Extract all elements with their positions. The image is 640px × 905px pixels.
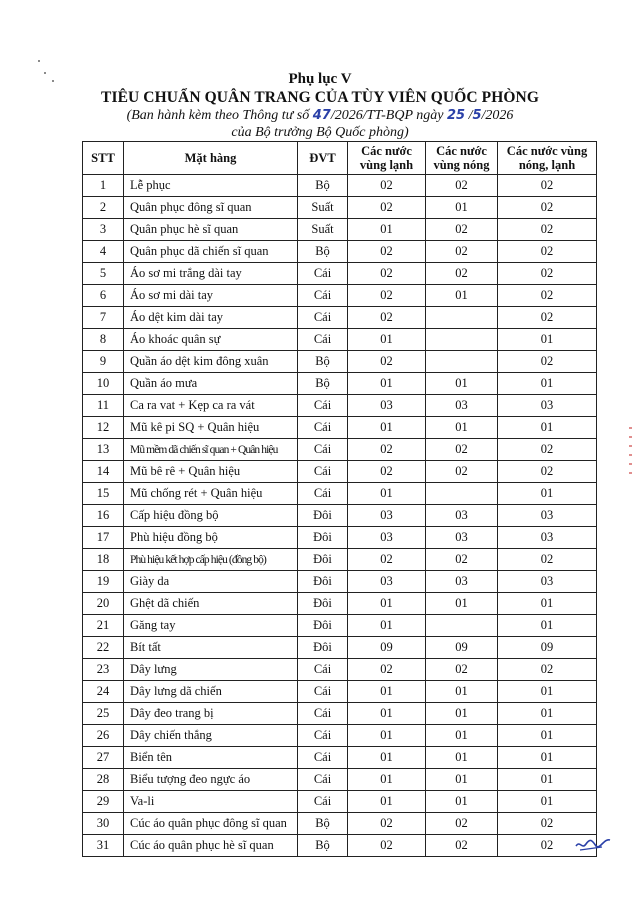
cell-item: Biểu tượng đeo ngực áo [124, 769, 298, 791]
cell-stt: 29 [83, 791, 124, 813]
cell-mixed: 02 [498, 813, 597, 835]
cell-item: Mũ chống rét + Quân hiệu [124, 483, 298, 505]
table-row [83, 351, 597, 373]
cell-cold: 03 [348, 527, 426, 549]
cell-cold: 02 [348, 285, 426, 307]
cell-item: Bít tất [124, 637, 298, 659]
cell-cold: 03 [348, 571, 426, 593]
cell-cold: 01 [348, 615, 426, 637]
cell-item: Biển tên [124, 747, 298, 769]
cell-item: Phù hiệu đồng bộ [124, 527, 298, 549]
cell-unit: Cái [298, 285, 348, 307]
table-row [83, 725, 597, 747]
cell-cold: 02 [348, 241, 426, 263]
cell-hot: 02 [426, 549, 498, 571]
cell-unit: Suất [298, 219, 348, 241]
cell-unit: Bộ [298, 813, 348, 835]
cell-unit: Cái [298, 681, 348, 703]
cell-item: Lễ phục [124, 175, 298, 197]
table-row [83, 263, 597, 285]
cell-item: Mũ bê rê + Quân hiệu [124, 461, 298, 483]
cell-item: Giày da [124, 571, 298, 593]
cell-stt: 27 [83, 747, 124, 769]
cell-cold: 02 [348, 461, 426, 483]
cell-cold: 02 [348, 439, 426, 461]
cell-mixed: 02 [498, 351, 597, 373]
cell-hot: 01 [426, 197, 498, 219]
table-header-row [83, 142, 597, 175]
cell-stt: 28 [83, 769, 124, 791]
cell-cold: 01 [348, 681, 426, 703]
cell-stt: 2 [83, 197, 124, 219]
doc-number-handwritten: 47 [312, 108, 331, 123]
cell-hot [426, 483, 498, 505]
table-row [83, 813, 597, 835]
cell-stt: 22 [83, 637, 124, 659]
cell-cold: 02 [348, 813, 426, 835]
cell-mixed: 02 [498, 307, 597, 329]
table-row [83, 549, 597, 571]
cell-stt: 12 [83, 417, 124, 439]
cell-stt: 14 [83, 461, 124, 483]
cell-hot: 02 [426, 219, 498, 241]
cell-hot: 01 [426, 593, 498, 615]
cell-mixed: 01 [498, 593, 597, 615]
cell-mixed: 01 [498, 681, 597, 703]
cell-stt: 23 [83, 659, 124, 681]
cell-unit: Cái [298, 791, 348, 813]
cell-hot: 03 [426, 571, 498, 593]
table-row [83, 329, 597, 351]
cell-cold: 01 [348, 747, 426, 769]
cell-unit: Cái [298, 769, 348, 791]
cell-unit: Cái [298, 417, 348, 439]
cell-hot [426, 351, 498, 373]
cell-mixed: 03 [498, 395, 597, 417]
cell-hot: 01 [426, 747, 498, 769]
cell-unit: Bộ [298, 373, 348, 395]
cell-mixed: 01 [498, 417, 597, 439]
cell-unit: Đôi [298, 505, 348, 527]
issuer-line: của Bộ trưởng Bộ Quốc phòng) [231, 125, 409, 140]
cell-item: Phù hiệu kết hợp cấp hiệu (đồng bộ) [124, 549, 298, 571]
cell-stt: 25 [83, 703, 124, 725]
cell-item: Dây chiến thắng [124, 725, 298, 747]
cell-item: Cúc áo quân phục đông sĩ quan [124, 813, 298, 835]
cell-cold: 01 [348, 769, 426, 791]
issuance-prefix: (Ban hành kèm theo Thông tư số [126, 108, 310, 123]
cell-cold: 01 [348, 703, 426, 725]
cell-cold: 01 [348, 483, 426, 505]
cell-stt: 3 [83, 219, 124, 241]
cell-unit: Bộ [298, 835, 348, 857]
cell-unit: Bộ [298, 175, 348, 197]
cell-unit: Cái [298, 307, 348, 329]
table-row [83, 197, 597, 219]
cell-hot: 01 [426, 791, 498, 813]
cell-cold: 01 [348, 593, 426, 615]
table-row [83, 835, 597, 857]
cell-mixed: 02 [498, 461, 597, 483]
initials-signature-mark [572, 832, 612, 854]
cell-hot: 03 [426, 395, 498, 417]
cell-mixed: 01 [498, 483, 597, 505]
cell-hot: 02 [426, 241, 498, 263]
cell-stt: 21 [83, 615, 124, 637]
cell-unit: Bộ [298, 241, 348, 263]
cell-hot: 02 [426, 175, 498, 197]
cell-hot: 01 [426, 703, 498, 725]
document-title: TIÊU CHUẨN QUÂN TRANG CỦA TÙY VIÊN QUỐC PHÒNG [101, 89, 539, 106]
cell-item: Dây lưng [124, 659, 298, 681]
cell-stt: 15 [83, 483, 124, 505]
cell-cold: 01 [348, 725, 426, 747]
cell-stt: 16 [83, 505, 124, 527]
cell-hot: 03 [426, 505, 498, 527]
cell-hot: 09 [426, 637, 498, 659]
issuance-line: (Ban hành kèm theo Thông tư số 47/2026/TT-BQP ngày 25 /5/2026 [126, 108, 514, 123]
cell-cold: 01 [348, 373, 426, 395]
table-row [83, 593, 597, 615]
cell-item: Áo sơ mi dài tay [124, 285, 298, 307]
cell-item: Quân phục đông sĩ quan [124, 197, 298, 219]
cell-unit: Cái [298, 329, 348, 351]
cell-cold: 01 [348, 791, 426, 813]
cell-item: Quần áo mưa [124, 373, 298, 395]
cell-unit: Suất [298, 197, 348, 219]
cell-item: Quần áo dệt kim đông xuân [124, 351, 298, 373]
cell-stt: 6 [83, 285, 124, 307]
cell-stt: 18 [83, 549, 124, 571]
cell-unit: Đôi [298, 615, 348, 637]
cell-hot: 02 [426, 659, 498, 681]
cell-hot: 01 [426, 769, 498, 791]
cell-item: Va-li [124, 791, 298, 813]
cell-mixed: 03 [498, 527, 597, 549]
cell-mixed: 02 [498, 197, 597, 219]
cell-stt: 9 [83, 351, 124, 373]
table-row [83, 505, 597, 527]
cell-item: Mũ mềm dã chiến sĩ quan + Quân hiệu [124, 439, 298, 461]
cell-unit: Cái [298, 483, 348, 505]
cell-mixed: 02 [498, 835, 597, 857]
header-mixed: Các nước vùng nóng, lạnh [498, 142, 597, 175]
cell-cold: 02 [348, 263, 426, 285]
cell-cold: 02 [348, 835, 426, 857]
cell-stt: 4 [83, 241, 124, 263]
cell-item: Áo sơ mi trắng dài tay [124, 263, 298, 285]
cell-mixed: 02 [498, 549, 597, 571]
cell-stt: 13 [83, 439, 124, 461]
cell-mixed: 03 [498, 505, 597, 527]
cell-stt: 31 [83, 835, 124, 857]
cell-cold: 02 [348, 307, 426, 329]
cell-stt: 11 [83, 395, 124, 417]
table-row [83, 307, 597, 329]
cell-hot: 01 [426, 681, 498, 703]
cell-hot: 02 [426, 263, 498, 285]
cell-hot [426, 307, 498, 329]
cell-cold: 01 [348, 329, 426, 351]
cell-item: Quân phục hè sĩ quan [124, 219, 298, 241]
cell-cold: 02 [348, 197, 426, 219]
table-row [83, 439, 597, 461]
cell-item: Cúc áo quân phục hè sĩ quan [124, 835, 298, 857]
table-row [83, 285, 597, 307]
cell-mixed: 02 [498, 263, 597, 285]
cell-stt: 8 [83, 329, 124, 351]
cell-mixed: 03 [498, 571, 597, 593]
cell-stt: 1 [83, 175, 124, 197]
table-row [83, 417, 597, 439]
cell-hot [426, 615, 498, 637]
table-body [83, 175, 597, 857]
table-row [83, 461, 597, 483]
scan-edge-marks [626, 420, 636, 540]
cell-hot: 01 [426, 373, 498, 395]
cell-cold: 02 [348, 549, 426, 571]
cell-mixed: 02 [498, 659, 597, 681]
cell-mixed: 02 [498, 175, 597, 197]
cell-hot: 02 [426, 835, 498, 857]
table-row [83, 637, 597, 659]
cell-unit: Đôi [298, 571, 348, 593]
cell-item: Mũ kê pi SQ + Quân hiệu [124, 417, 298, 439]
cell-cold: 09 [348, 637, 426, 659]
table-row [83, 769, 597, 791]
cell-hot: 01 [426, 725, 498, 747]
table-row [83, 373, 597, 395]
cell-item: Ghệt dã chiến [124, 593, 298, 615]
cell-item: Áo dệt kim dài tay [124, 307, 298, 329]
cell-unit: Bộ [298, 351, 348, 373]
table-row [83, 483, 597, 505]
cell-cold: 02 [348, 659, 426, 681]
cell-unit: Cái [298, 461, 348, 483]
cell-stt: 5 [83, 263, 124, 285]
cell-cold: 02 [348, 351, 426, 373]
cell-hot: 01 [426, 285, 498, 307]
cell-item: Dây đeo trang bị [124, 703, 298, 725]
cell-stt: 17 [83, 527, 124, 549]
table-row [83, 571, 597, 593]
cell-unit: Cái [298, 747, 348, 769]
cell-stt: 20 [83, 593, 124, 615]
appendix-label: Phụ lục V [288, 71, 352, 87]
cell-hot: 02 [426, 813, 498, 835]
table-row [83, 175, 597, 197]
document-header [0, 70, 640, 141]
cell-cold: 01 [348, 219, 426, 241]
cell-stt: 19 [83, 571, 124, 593]
cell-mixed: 01 [498, 703, 597, 725]
cell-unit: Cái [298, 659, 348, 681]
uniform-standards-table [82, 141, 597, 857]
cell-mixed: 01 [498, 615, 597, 637]
cell-hot: 01 [426, 417, 498, 439]
table-row [83, 659, 597, 681]
table-row [83, 747, 597, 769]
cell-item: Quân phục dã chiến sĩ quan [124, 241, 298, 263]
header-unit: ĐVT [298, 142, 348, 175]
cell-unit: Đôi [298, 593, 348, 615]
cell-mixed: 01 [498, 725, 597, 747]
cell-stt: 26 [83, 725, 124, 747]
cell-unit: Cái [298, 439, 348, 461]
cell-unit: Cái [298, 703, 348, 725]
cell-item: Găng tay [124, 615, 298, 637]
cell-stt: 30 [83, 813, 124, 835]
cell-stt: 24 [83, 681, 124, 703]
cell-mixed: 09 [498, 637, 597, 659]
cell-hot: 03 [426, 527, 498, 549]
table-row [83, 615, 597, 637]
cell-cold: 01 [348, 417, 426, 439]
cell-unit: Cái [298, 263, 348, 285]
cell-mixed: 02 [498, 285, 597, 307]
header-hot: Các nước vùng nóng [426, 142, 498, 175]
cell-item: Ca ra vat + Kẹp ca ra vát [124, 395, 298, 417]
table-row [83, 241, 597, 263]
cell-item: Dây lưng dã chiến [124, 681, 298, 703]
header-item: Mặt hàng [124, 142, 298, 175]
cell-unit: Đôi [298, 527, 348, 549]
cell-unit: Đôi [298, 637, 348, 659]
cell-item: Cấp hiệu đồng bộ [124, 505, 298, 527]
cell-cold: 03 [348, 395, 426, 417]
day-handwritten: 25 [446, 108, 466, 123]
cell-stt: 7 [83, 307, 124, 329]
table-row [83, 703, 597, 725]
table-row [83, 791, 597, 813]
cell-unit: Đôi [298, 549, 348, 571]
cell-cold: 03 [348, 505, 426, 527]
table-row [83, 395, 597, 417]
header-cold: Các nước vùng lạnh [348, 142, 426, 175]
cell-item: Áo khoác quân sự [124, 329, 298, 351]
cell-hot [426, 329, 498, 351]
cell-hot: 02 [426, 461, 498, 483]
cell-mixed: 01 [498, 747, 597, 769]
cell-mixed: 01 [498, 329, 597, 351]
table-row [83, 527, 597, 549]
cell-mixed: 02 [498, 219, 597, 241]
cell-unit: Cái [298, 725, 348, 747]
issuance-middle: /2026/TT-BQP ngày [330, 108, 444, 123]
cell-mixed: 01 [498, 791, 597, 813]
header-stt: STT [83, 142, 124, 175]
cell-stt: 10 [83, 373, 124, 395]
cell-hot: 02 [426, 439, 498, 461]
table-row [83, 681, 597, 703]
cell-unit: Cái [298, 395, 348, 417]
cell-mixed: 01 [498, 769, 597, 791]
month-handwritten: 5 [472, 108, 482, 123]
cell-mixed: 01 [498, 373, 597, 395]
cell-mixed: 02 [498, 241, 597, 263]
cell-cold: 02 [348, 175, 426, 197]
table-row [83, 219, 597, 241]
cell-mixed: 02 [498, 439, 597, 461]
issuance-suffix: /2026 [481, 108, 514, 123]
